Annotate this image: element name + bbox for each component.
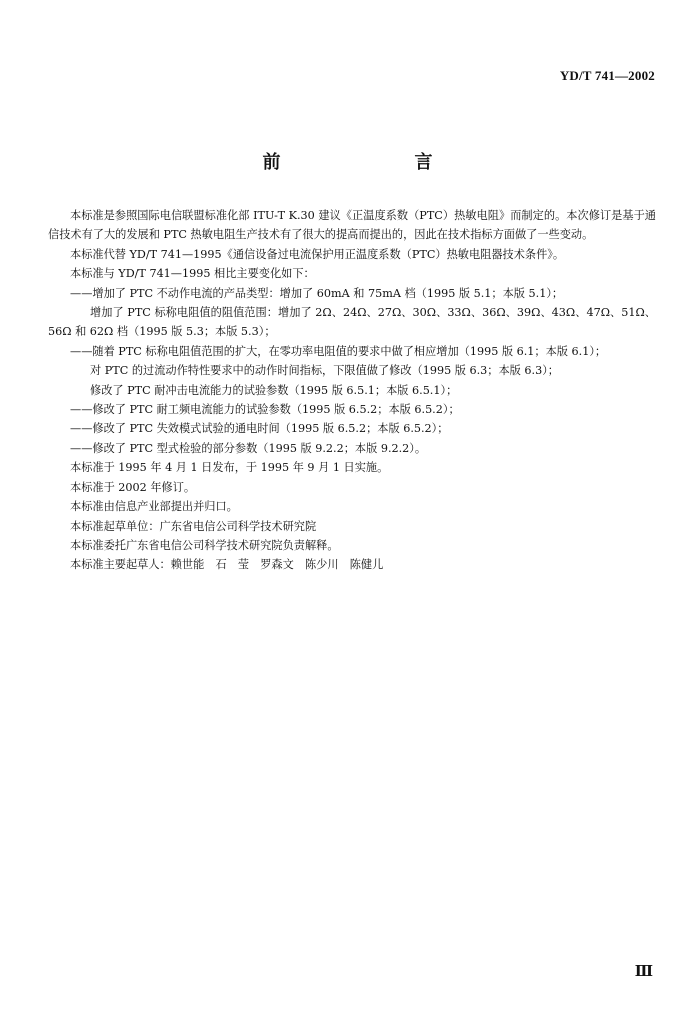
change-item: ——随着 PTC 标称电阻值范围的扩大，在零功率电阻值的要求中做了相应增加（1995 版 6.1；本版 6.1）； [70, 344, 607, 358]
paragraph-changes-heading: 本标准与 YD/T 741—1995 相比主要变化如下： [70, 267, 315, 281]
paragraph-revision: 本标准于 2002 年修订。 [70, 480, 196, 494]
paragraph-proposer: 本标准由信息产业部提出并归口。 [70, 500, 238, 514]
document-number: YD/T 741—2002 [559, 68, 655, 83]
page-number: Ⅲ [634, 964, 653, 980]
paragraph-drafters: 本标准主要起草人：赖世能 石 莹 罗森文 陈少川 陈健儿 [70, 558, 384, 572]
change-item: 增加了 PTC 标称电阻值的阻值范围：增加了 2Ω、24Ω、27Ω、30Ω、33Ω、36Ω、39Ω、43Ω、47Ω、51Ω、56Ω 和 62Ω 档（1995 版 5.3；本版 5.3）； [48, 306, 656, 339]
page-title: 前 言 [262, 152, 491, 173]
change-item: ——增加了 PTC 不动作电流的产品类型：增加了 60mA 和 75mA 档（1995 版 5.1；本版 5.1）； [70, 286, 564, 300]
paragraph-drafting-unit: 本标准起草单位：广东省电信公司科学技术研究院 [70, 519, 317, 533]
change-item: ——修改了 PTC 耐工频电流能力的试验参数（1995 版 6.5.2；本版 6.5.2）； [70, 403, 460, 417]
paragraph-interpretation: 本标准委托广东省电信公司科学技术研究院负责解释。 [70, 538, 339, 552]
change-item: ——修改了 PTC 型式检验的部分参数（1995 版 9.2.2；本版 9.2.2）。 [70, 441, 427, 455]
change-item: 修改了 PTC 耐冲击电流能力的试验参数（1995 版 6.5.1；本版 6.5.1）； [90, 383, 458, 397]
paragraph-issue-date: 本标准于 1995 年 4 月 1 日发布，于 1995 年 9 月 1 日实施。 [70, 461, 389, 475]
change-item: ——修改了 PTC 失效模式试验的通电时间（1995 版 6.5.2；本版 6.5.2）； [70, 422, 449, 436]
paragraph-replaces: 本标准代替 YD/T 741—1995《通信设备过电流保护用正温度系数（PTC）热敏电阻器技术条件》。 [70, 247, 565, 261]
paragraph-intro: 本标准是参照国际电信联盟标准化部 ITU-T K.30 建议《正温度系数（PTC）热敏电阻》而制定的。本次修订是基于通信技术有了大的发展和 PTC 热敏电阻生产技术有了很大的提高而提出的，因此在技术指标方面做了一些变动。 [48, 209, 656, 242]
document-body [48, 206, 656, 575]
change-item: 对 PTC 的过流动作特性要求中的动作时间指标，下限值做了修改（1995 版 6.3；本版 6.3）； [90, 364, 559, 378]
